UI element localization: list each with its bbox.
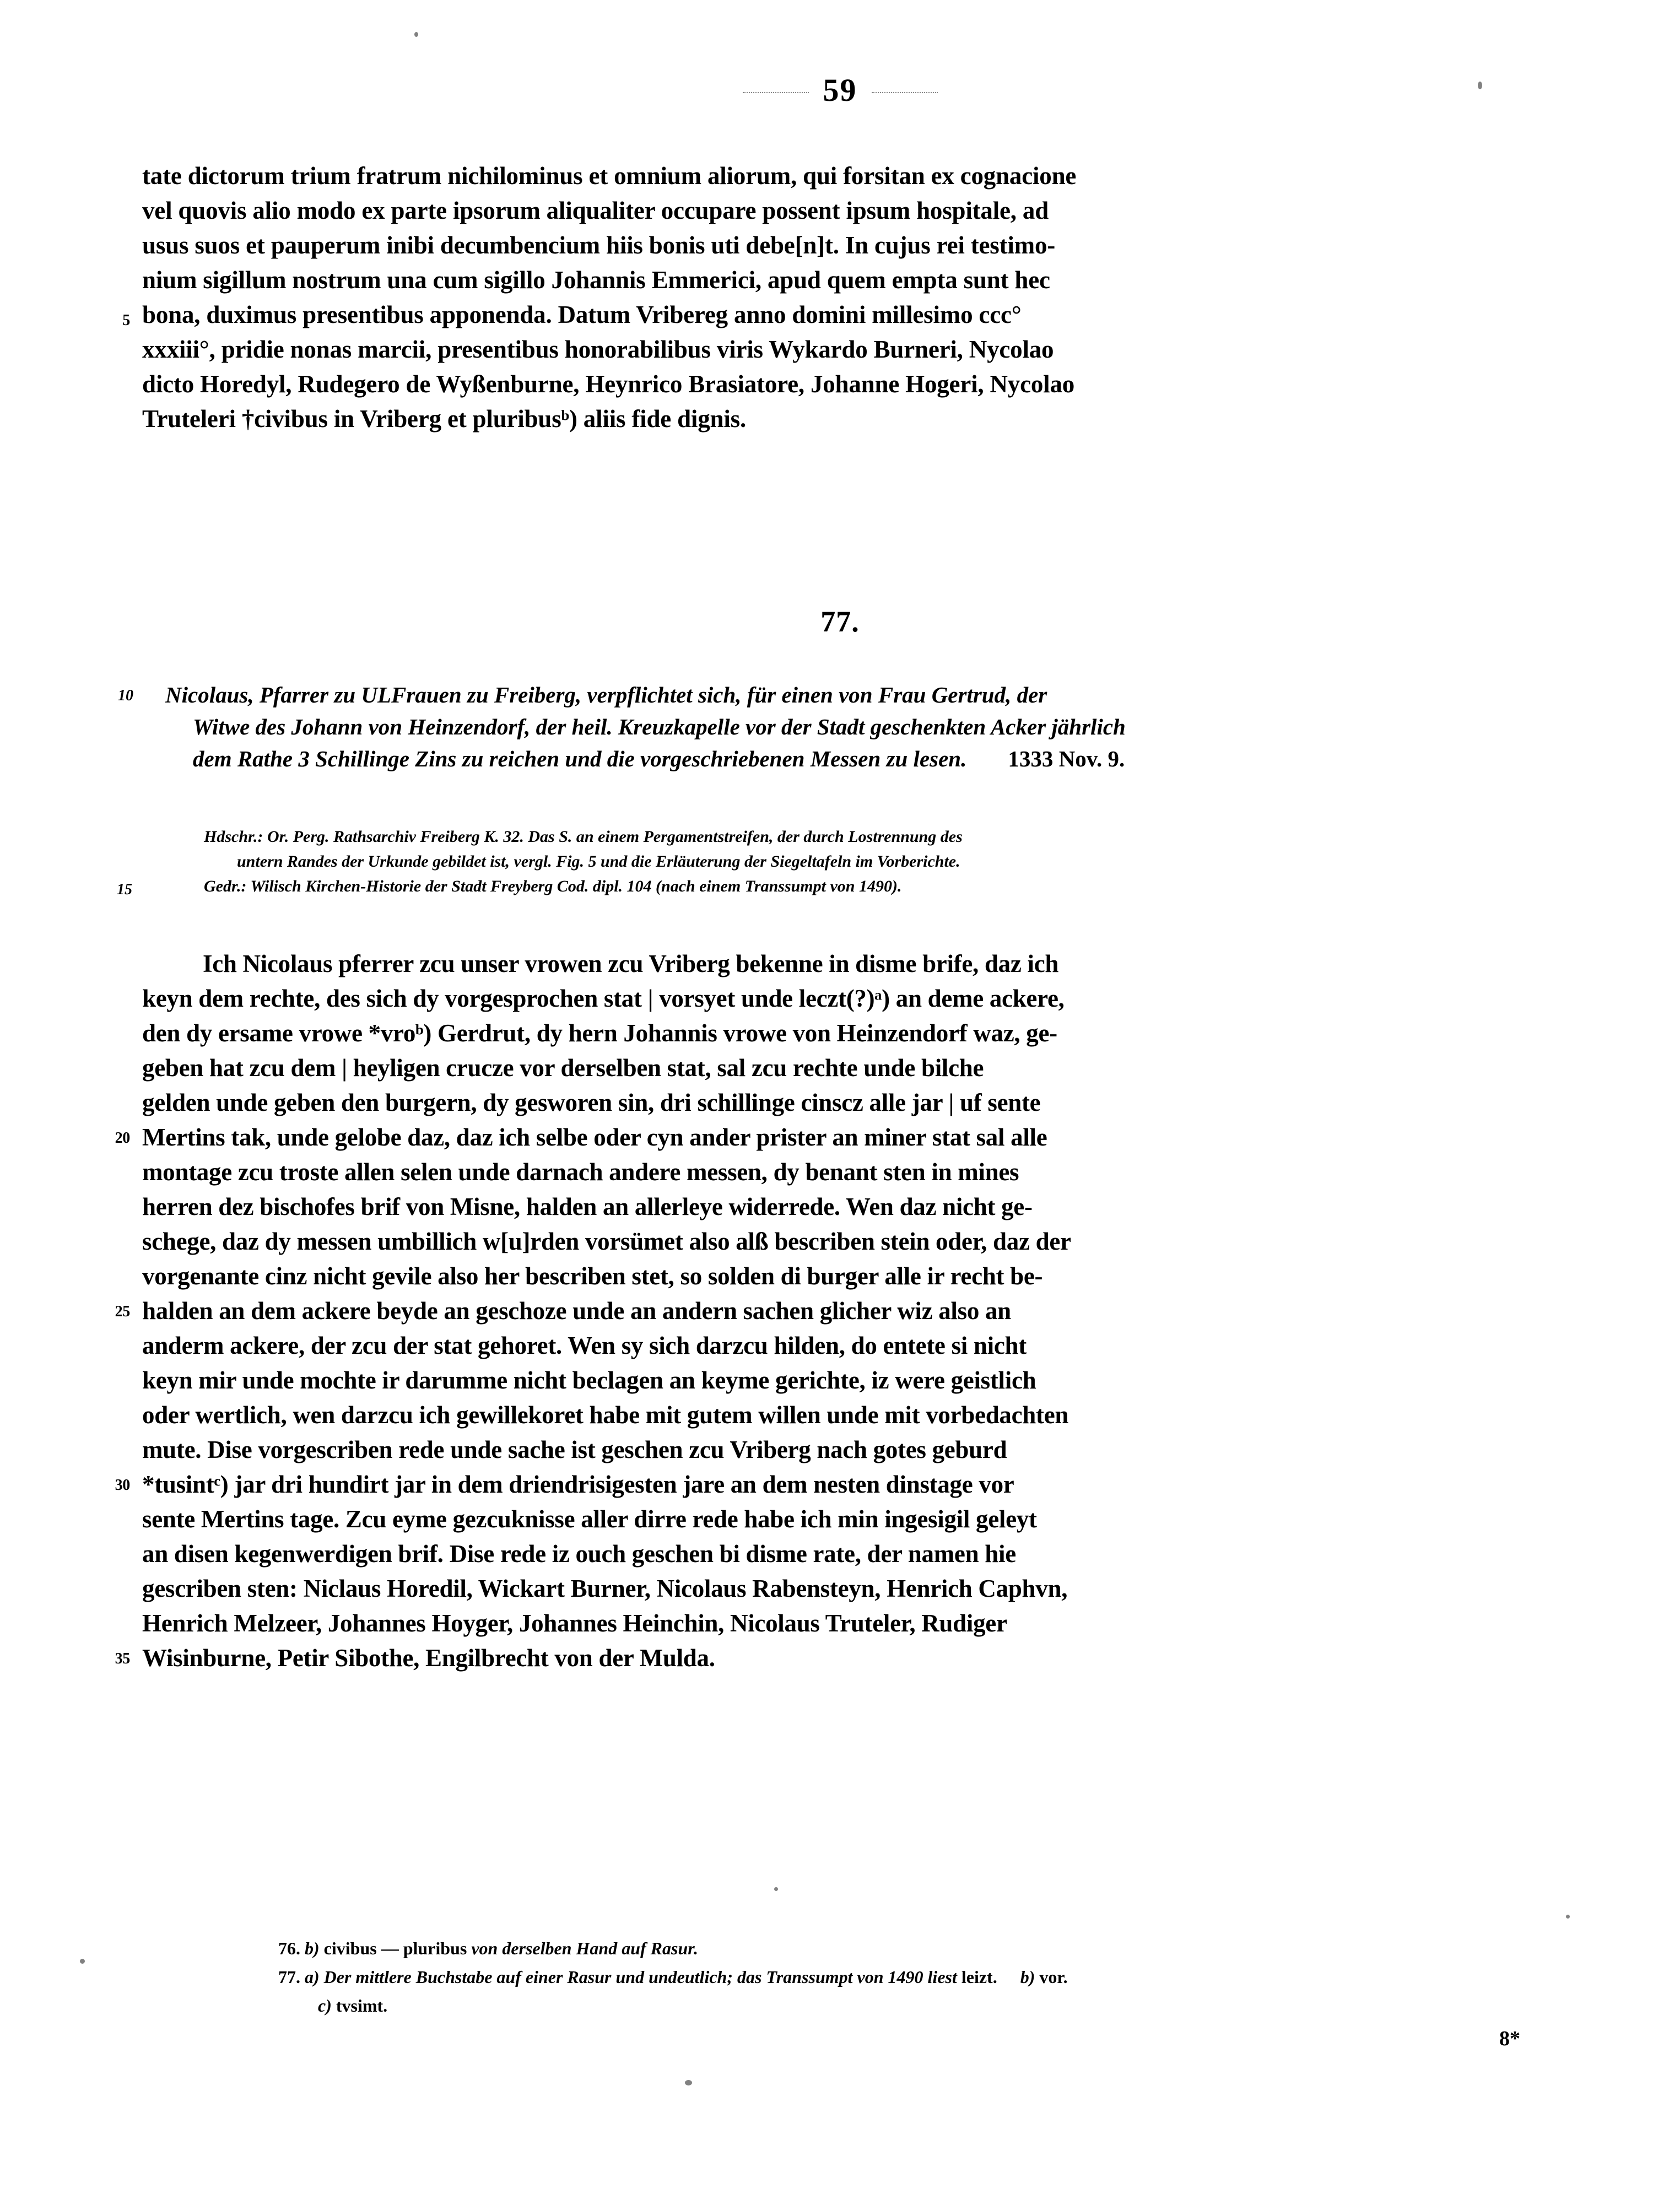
footnote-comment: von derselben Hand auf Rasur. (471, 1938, 698, 1958)
latin-line: vel quovis alio modo ex parte ipsorum aliqualiter occupare possent ipsum hospitale, ad (142, 197, 1049, 224)
german-line: Henrich Melzeer, Johannes Hoyger, Johannes Heinchin, Nicolaus Truteler, Rudiger (142, 1609, 1007, 1637)
header-rule-left (743, 92, 809, 93)
footnote-letter-b: b) (1020, 1967, 1035, 1987)
regest-line-with-date (165, 743, 1482, 775)
scan-speck (414, 32, 418, 37)
latin-line: Truteleri †civibus in Vriberg et pluribusᵇ) aliis fide dignis. (142, 405, 747, 433)
german-line: montage zcu troste allen selen unde darnach andere messen, dy benant sten in mines (142, 1158, 1019, 1186)
footnote-reading: leizt. (961, 1967, 997, 1987)
german-line: schege, daz dy messen umbillich w[u]rden vorsümet also alß bescriben stein oder, daz der (142, 1228, 1071, 1255)
german-line: vorgenante cinz nicht gevile also her bescriben stet, so solden di burger alle ir recht be- (142, 1262, 1043, 1290)
latin-line: bona, duximus presentibus apponenda. Datum Vribereg anno domini millesimo ccc° (142, 301, 1022, 328)
scan-speck (685, 2080, 692, 2085)
page-number-header (0, 72, 1680, 109)
apparatus-gedr-line: Gedr.: Wilisch Kirchen-Historie der Stadt Freyberg Cod. dipl. 104 (nach einem Transsumpt von 1490). (204, 877, 902, 895)
german-line: gescriben sten: Niclaus Horedil, Wickart Burner, Nicolaus Rabensteyn, Henrich Caphvn, (142, 1575, 1068, 1602)
footnote-doc-number: 77. (278, 1967, 300, 1987)
german-line: *tusintᶜ) jar dri hundirt jar in dem driendrisigesten jare an dem nesten dinstage vor (142, 1471, 1014, 1498)
footnote-entry-c (278, 1991, 1490, 2020)
footnote-entry-76 (278, 1934, 1490, 1963)
german-line: keyn dem rechte, des sich dy vorgesprochen stat | vorsyet unde leczt(?)ᵃ) an deme ackere, (142, 985, 1065, 1012)
document-76-continuation (122, 159, 1481, 436)
line-number-20: 20 (115, 1130, 130, 1147)
german-line: den dy ersame vrowe *vroᵇ) Gerdrut, dy hern Johannis vrowe von Heinzendorf waz, ge- (142, 1019, 1057, 1047)
german-line: herren dez bischofes brif von Misne, halden an allerleye widerrede. Wen daz nicht ge- (142, 1193, 1033, 1220)
latin-line: xxxiii°, pridie nonas marcii, presentibus honorabilibus viris Wykardo Burneri, Nycolao (142, 336, 1054, 363)
german-line: gelden unde geben den burgern, dy gesworen sin, dri schillinge cinscz alle jar | uf sente (142, 1089, 1041, 1116)
footnote-letter-a: a) (305, 1967, 320, 1987)
german-line: anderm ackere, der zcu der stat gehoret. Wen sy sich darzcu hilden, do entete si nicht (142, 1332, 1027, 1359)
line-number-15: 15 (117, 881, 132, 898)
german-line: sente Mertins tage. Zcu eyme gezcuknisse aller dirre rede habe ich min ingesigil geleyt (142, 1505, 1037, 1533)
german-line: Wisinburne, Petir Sibothe, Engilbrecht von der Mulda. (142, 1644, 715, 1672)
scan-speck (1566, 1915, 1570, 1919)
latin-line: nium sigillum nostrum una cum sigillo Johannis Emmerici, apud quem empta sunt hec (142, 266, 1050, 294)
regest-line: Witwe des Johann von Heinzendorf, der heil. Kreuzkapelle vor der Stadt geschenkten Acker jährlich (193, 714, 1126, 739)
german-line: oder wertlich, wen darzcu ich gewillekoret habe mit gutem willen unde mit vorbedachten (142, 1401, 1069, 1429)
footnote-comment: Der mittlere Buchstabe auf einer Rasur und undeutlich; das Transsumpt von 1490 liest (323, 1967, 957, 1987)
scan-speck (80, 1959, 85, 1964)
header-rule-right (872, 92, 938, 93)
footnote-doc-number: 76. (278, 1938, 300, 1958)
regest-line-text: dem Rathe 3 Schillinge Zins zu reichen und die vorgeschriebenen Messen zu lesen. (193, 746, 967, 771)
latin-line: usus suos et pauperum inibi decumbencium hiis bonis uti debe[n]t. In cujus rei testimo- (142, 231, 1056, 259)
latin-line: dicto Horedyl, Rudegero de Wyßenburne, Heynrico Brasiatore, Johanne Hogeri, Nycolao (142, 370, 1075, 398)
line-number-30: 30 (115, 1477, 130, 1494)
footnote-reading-b: vor. (1039, 1967, 1068, 1987)
german-line: geben hat zcu dem | heyligen crucze vor derselben stat, sal zcu rechte unde bilche (142, 1054, 984, 1082)
footnote-reading-c: tvsimt. (336, 1996, 388, 2016)
german-line: halden an dem ackere beyde an geschoze unde an andern sachen glicher wiz also an (142, 1297, 1011, 1325)
footnote-letter: b) (305, 1938, 320, 1958)
signature-mark: 8* (1499, 2027, 1520, 2050)
regest-line: Nicolaus, Pfarrer zu ULFrauen zu Freiberg, verpflichtet sich, für einen von Frau Gertrud, der (165, 682, 1047, 707)
footnote-letter-c: c) (318, 1996, 332, 2016)
line-number-5: 5 (122, 312, 130, 329)
line-number-35: 35 (115, 1650, 130, 1667)
regest-date: 1333 Nov. 9. (1008, 746, 1125, 771)
german-line: mute. Dise vorgescriben rede unde sache ist geschen zcu Vriberg nach gotes geburd (142, 1436, 1007, 1463)
page-number: 59 (823, 72, 857, 108)
apparatus-hdschr-line-2: untern Randes der Urkunde gebildet ist, vergl. Fig. 5 und die Erläuterung der Siegeltafeln im Vorberichte. (237, 852, 960, 871)
german-line: Ich Nicolaus pferrer zcu unser vrowen zcu Vriberg bekenne in disme brife, daz ich (203, 950, 1059, 977)
german-line: an disen kegenwerdigen brif. Dise rede iz ouch geschen bi disme rate, der namen hie (142, 1540, 1016, 1568)
document-77-regest (118, 679, 1482, 775)
scan-speck (774, 1887, 778, 1891)
german-line: Mertins tak, unde gelobe daz, daz ich selbe oder cyn ander prister an miner stat sal alle (142, 1123, 1047, 1151)
line-number-25: 25 (115, 1303, 130, 1320)
footnote-entry-77 (278, 1963, 1490, 1991)
footnote-lemma: civibus — pluribus (323, 1938, 467, 1958)
document-77-apparatus (117, 824, 1482, 899)
footnote-block (278, 1934, 1490, 2020)
section-number-heading: 77. (820, 605, 860, 638)
line-number-10: 10 (118, 687, 133, 704)
latin-line: tate dictorum trium fratrum nichilominus et omnium aliorum, qui forsitan ex cognacione (142, 162, 1077, 190)
document-77-body (115, 947, 1481, 1676)
apparatus-hdschr-line-1: Hdschr.: Or. Perg. Rathsarchiv Freiberg K. 32. Das S. an einem Pergamentstreifen, der durch Lostrennung des (204, 828, 963, 846)
german-line: keyn mir unde mochte ir darumme nicht beclagen an keyme gerichte, iz were geistlich (142, 1366, 1036, 1394)
